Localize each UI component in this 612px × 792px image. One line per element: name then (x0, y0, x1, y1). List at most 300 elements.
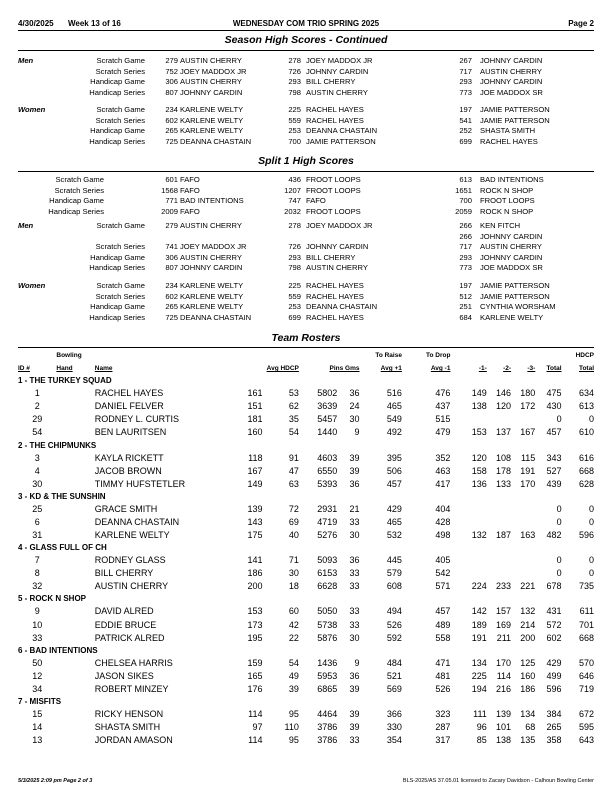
bowler-name: RACHEL HAYES (306, 115, 364, 125)
player-row (18, 478, 594, 491)
score-value: 717 (459, 242, 472, 252)
player-hand (56, 387, 94, 400)
player-average: 149 (247, 478, 263, 489)
player-scratch-total: 678 (546, 581, 562, 592)
score-row (0, 137, 612, 148)
player-handicap: 62 (288, 401, 299, 412)
player-row (18, 619, 594, 632)
player-id: 8 (34, 568, 40, 579)
season-high-title: Season High Scores - Continued (224, 34, 388, 46)
bowler-name: DEANNA CHASTAIN (180, 136, 252, 146)
score-value: 602 (165, 291, 178, 301)
score-row (0, 67, 612, 78)
score-row (0, 242, 612, 253)
player-to-raise: 532 (386, 530, 402, 541)
player-name: JORDAN AMASON (94, 735, 173, 746)
bowler-name: KARLENE WELTY (180, 281, 244, 290)
score-row (0, 263, 612, 274)
bowler-name: KARLENE WELTY (180, 126, 244, 136)
player-handicap: 54 (288, 657, 299, 668)
player-row (18, 387, 594, 400)
bowler-name: RACHEL HAYES (306, 312, 364, 322)
player-scratch-total: 572 (546, 619, 562, 630)
player-id: 50 (32, 657, 43, 668)
bowler-name: RACHEL HAYES (306, 105, 364, 114)
player-hand (56, 516, 94, 529)
category-label: Handicap Series (89, 263, 145, 273)
bowler-name: BILL CHERRY (306, 77, 356, 87)
bowler-name: CYNTHIA WORSHAM (480, 302, 556, 312)
player-row (18, 632, 594, 645)
player-pins: 1436 (317, 657, 338, 668)
score-value: 700 (288, 136, 301, 146)
player-handicap: 30 (288, 568, 299, 579)
player-game-3: 167 (520, 427, 536, 438)
page-number: Page 2 (568, 19, 594, 28)
score-value: 306 (165, 77, 178, 87)
player-game-1: 225 (471, 670, 487, 681)
player-id: 31 (32, 530, 43, 541)
category-label: Scratch Game (55, 175, 104, 184)
player-games: 33 (349, 735, 360, 746)
player-to-drop: 404 (435, 503, 451, 514)
player-id: 10 (32, 619, 43, 630)
player-id: 4 (34, 465, 40, 476)
bowler-name: RACHEL HAYES (306, 281, 364, 290)
player-pins: 4603 (317, 452, 338, 463)
player-name: BILL CHERRY (94, 568, 154, 579)
player-games: 21 (349, 503, 360, 514)
player-game-1 (450, 413, 486, 426)
player-game-1: 149 (471, 388, 487, 399)
bowler-name: JOHNNY CARDIN (180, 263, 243, 273)
score-value: 773 (459, 87, 472, 97)
player-name: GRACE SMITH (94, 503, 158, 514)
player-to-raise: 608 (386, 581, 402, 592)
player-game-2: 133 (496, 478, 512, 489)
player-hand (56, 619, 94, 632)
player-scratch-total: 499 (546, 670, 562, 681)
player-game-1: 111 (473, 708, 487, 719)
player-handicap-total: 616 (578, 452, 594, 463)
player-to-raise: 526 (386, 619, 402, 630)
player-game-3: 68 (525, 722, 536, 733)
bowler-name: KARLENE WELTY (180, 105, 244, 114)
player-pins: 6865 (317, 683, 338, 694)
player-scratch-total: 596 (546, 683, 562, 694)
group-label: Women (18, 105, 46, 114)
team-header (18, 593, 594, 605)
category-label: Scratch Series (54, 185, 104, 195)
player-game-2: 216 (496, 683, 512, 694)
player-to-raise: 457 (386, 478, 402, 489)
player-game-3: 132 (520, 606, 536, 617)
score-value: 266 (459, 221, 472, 230)
bowler-name: AUSTIN CHERRY (480, 242, 542, 252)
player-scratch-total: 0 (556, 568, 562, 579)
col-pins-gms: Pins Gms (329, 365, 360, 373)
score-value: 266 (459, 231, 472, 241)
col-name: Name (94, 365, 113, 373)
player-to-drop: 558 (435, 632, 451, 643)
group-label: Women (18, 281, 46, 290)
player-hand (56, 657, 94, 670)
player-row (18, 683, 594, 696)
player-game-2 (487, 413, 511, 426)
player-name: DANIEL FELVER (94, 401, 164, 412)
player-name: DAVID ALRED (94, 606, 154, 617)
player-hand (56, 580, 94, 593)
score-value: 265 (165, 126, 178, 136)
bowler-name: JOHNNY CARDIN (306, 66, 369, 76)
category-label: Scratch Series (95, 66, 145, 76)
player-game-1: 142 (471, 606, 487, 617)
player-scratch-total: 265 (546, 722, 562, 733)
player-game-2: 178 (496, 465, 512, 476)
bowler-name: FAFO (180, 175, 200, 184)
player-row (18, 554, 594, 567)
bowler-name: JAMIE PATTERSON (480, 115, 550, 125)
player-id: 29 (32, 414, 43, 425)
player-scratch-total: 482 (546, 530, 562, 541)
bowler-name: AUSTIN CHERRY (306, 87, 368, 97)
player-to-raise: 445 (386, 555, 402, 566)
bowler-name: BAD INTENTIONS (180, 196, 244, 206)
roster-header-row-1 (18, 349, 594, 362)
player-name: RODNEY L. CURTIS (94, 414, 179, 425)
player-pins: 1440 (317, 427, 338, 438)
player-game-2: 139 (496, 708, 512, 719)
bowler-name: FAFO (180, 185, 200, 195)
split-high-rule (18, 171, 594, 172)
bowler-name: ROCK N SHOP (480, 206, 534, 216)
player-game-1: 158 (471, 465, 487, 476)
team-header (18, 696, 594, 708)
player-handicap-total: 668 (578, 632, 594, 643)
player-games: 36 (349, 478, 360, 489)
player-to-drop: 489 (435, 619, 451, 630)
player-game-3 (511, 567, 535, 580)
player-row (18, 605, 594, 618)
player-row (18, 400, 594, 413)
col-hand: Hand (56, 365, 73, 373)
player-game-2: 170 (496, 657, 512, 668)
player-pins: 4719 (317, 516, 338, 527)
split-high-title: Split 1 High Scores (258, 155, 354, 167)
player-to-drop: 428 (435, 516, 451, 527)
player-to-drop: 323 (435, 708, 451, 719)
score-value: 741 (165, 242, 178, 252)
player-handicap: 63 (288, 478, 299, 489)
score-value: 684 (459, 312, 472, 322)
score-value: 234 (165, 281, 178, 290)
player-to-raise: 494 (386, 606, 402, 617)
score-group (0, 105, 612, 147)
player-handicap: 71 (288, 555, 299, 566)
player-pins: 3786 (317, 735, 338, 746)
category-label: Handicap Series (89, 87, 145, 97)
player-scratch-total: 0 (556, 503, 562, 514)
player-hand (56, 708, 94, 721)
category-label: Scratch Game (96, 56, 145, 65)
player-handicap-total: 643 (578, 735, 594, 746)
score-group (0, 281, 612, 323)
player-row (18, 721, 594, 734)
bowler-name: JOE MADDOX SR (480, 263, 543, 273)
score-value: 1651 (455, 185, 472, 195)
player-pins: 6550 (317, 465, 338, 476)
score-row (0, 88, 612, 99)
player-handicap: 22 (288, 632, 299, 643)
player-hand (56, 605, 94, 618)
player-hand (56, 554, 94, 567)
bowler-name: DEANNA CHASTAIN (306, 302, 378, 312)
score-value: 601 (165, 175, 178, 184)
player-average: 151 (247, 401, 263, 412)
player-average: 153 (247, 606, 263, 617)
score-value: 267 (459, 56, 472, 65)
score-value: 293 (288, 252, 301, 262)
score-value: 807 (165, 87, 178, 97)
bowler-name: JOEY MADDOX JR (306, 221, 373, 230)
player-handicap-total: 701 (578, 619, 594, 630)
player-game-2: 157 (496, 606, 512, 617)
score-value: 278 (288, 221, 301, 230)
bowler-name: KARLENE WELTY (180, 115, 244, 125)
player-games: 39 (349, 722, 360, 733)
player-hand (56, 683, 94, 696)
player-id: 15 (32, 708, 43, 719)
player-handicap: 39 (288, 683, 299, 694)
player-game-3 (511, 413, 535, 426)
player-games: 9 (354, 657, 360, 668)
player-row (18, 413, 594, 426)
player-handicap-total: 596 (578, 530, 594, 541)
score-value: 436 (288, 175, 301, 184)
player-id: 1 (34, 388, 40, 399)
category-label: Handicap Game (49, 196, 104, 206)
player-handicap-total: 0 (588, 414, 594, 425)
bowler-name: FAFO (306, 196, 326, 206)
player-scratch-total: 384 (546, 708, 562, 719)
score-value: 773 (459, 263, 472, 273)
player-game-2: 101 (496, 722, 512, 733)
player-handicap: 49 (288, 670, 299, 681)
bowler-name: JOHNNY CARDIN (306, 242, 369, 252)
score-row (0, 253, 612, 264)
score-row (0, 207, 612, 218)
score-value: 725 (165, 136, 178, 146)
player-name: TIMMY HUFSTETLER (94, 478, 186, 489)
player-pins: 2931 (317, 503, 338, 514)
player-average: 97 (252, 722, 263, 733)
player-pins: 5393 (317, 478, 338, 489)
player-handicap-total: 611 (579, 606, 594, 617)
bowler-name: FROOT LOOPS (480, 196, 535, 206)
player-average: 141 (247, 555, 263, 566)
player-handicap-total: 646 (578, 670, 594, 681)
score-value: 279 (165, 56, 178, 65)
player-handicap-total: 672 (578, 708, 594, 719)
player-name: BEN LAURITSEN (94, 427, 167, 438)
player-to-raise: 366 (386, 708, 402, 719)
player-handicap: 35 (288, 414, 299, 425)
player-average: 139 (247, 503, 263, 514)
player-to-raise: 549 (386, 414, 402, 425)
bowler-name: ROCK N SHOP (480, 185, 534, 195)
player-average: 167 (247, 465, 263, 476)
category-label: Scratch Game (96, 221, 145, 230)
bowler-name: BAD INTENTIONS (480, 175, 544, 184)
player-to-drop: 405 (435, 555, 451, 566)
player-game-2: 169 (496, 619, 512, 630)
header-rule (18, 30, 594, 31)
score-value: 197 (459, 105, 472, 114)
score-row (0, 292, 612, 303)
team-header (18, 645, 594, 657)
player-id: 12 (32, 670, 43, 681)
player-average: 176 (247, 683, 263, 694)
player-to-drop: 481 (435, 670, 451, 681)
player-average: 195 (247, 632, 263, 643)
player-name: SHASTA SMITH (94, 722, 161, 733)
category-label: Handicap Series (48, 206, 104, 216)
player-handicap: 54 (288, 427, 299, 438)
player-to-drop: 352 (435, 452, 451, 463)
player-games: 30 (349, 632, 360, 643)
player-game-3: 186 (520, 683, 536, 694)
team-name: 3 - KD & THE SUNSHIN (18, 491, 106, 501)
player-scratch-total: 429 (546, 657, 562, 668)
player-to-drop: 526 (435, 683, 451, 694)
bowler-name: RACHEL HAYES (306, 291, 364, 301)
player-handicap-total: 634 (578, 388, 594, 399)
player-scratch-total: 0 (556, 414, 562, 425)
player-game-1 (450, 503, 486, 516)
player-to-raise: 579 (386, 568, 402, 579)
player-scratch-total: 431 (546, 606, 562, 617)
player-name: RACHEL HAYES (94, 388, 164, 399)
bowler-name: FAFO (180, 206, 200, 216)
bowler-name: DEANNA CHASTAIN (306, 126, 378, 136)
player-pins: 5876 (317, 632, 338, 643)
player-handicap-total: 0 (588, 503, 594, 514)
bowler-name: BILL CHERRY (306, 252, 356, 262)
player-average: 175 (247, 530, 263, 541)
report-week: Week 13 of 16 (68, 19, 121, 28)
player-pins: 6153 (317, 568, 338, 579)
player-scratch-total: 457 (546, 427, 562, 438)
player-game-2: 138 (496, 735, 512, 746)
player-row (18, 503, 594, 516)
category-label: Handicap Game (90, 252, 145, 262)
bowler-name: FROOT LOOPS (306, 185, 361, 195)
season-high-rule (18, 50, 594, 51)
score-value: 798 (288, 263, 301, 273)
player-id: 13 (32, 735, 43, 746)
bowler-name: AUSTIN CHERRY (480, 66, 542, 76)
team-name: 5 - ROCK N SHOP (18, 594, 87, 604)
player-scratch-total: 358 (546, 735, 562, 746)
player-games: 39 (349, 683, 360, 694)
player-to-raise: 521 (386, 670, 402, 681)
player-handicap: 95 (288, 735, 299, 746)
player-games: 39 (349, 452, 360, 463)
player-game-1: 191 (471, 632, 487, 643)
player-handicap-total: 0 (588, 555, 594, 566)
score-value: 1568 (161, 185, 178, 195)
player-to-drop: 515 (435, 414, 451, 425)
score-value: 541 (459, 115, 472, 125)
player-row (18, 657, 594, 670)
player-games: 36 (349, 670, 360, 681)
category-label: Scratch Game (96, 281, 145, 290)
score-value: 726 (288, 66, 301, 76)
player-to-drop: 317 (435, 735, 451, 746)
player-scratch-total: 430 (546, 401, 562, 412)
player-to-drop: 479 (435, 427, 451, 438)
player-scratch-total: 0 (556, 555, 562, 566)
player-game-1: 136 (471, 478, 487, 489)
col-to-raise: To Raise (375, 352, 402, 359)
category-label: Scratch Game (96, 105, 145, 114)
player-to-drop: 287 (435, 722, 451, 733)
player-id: 32 (32, 581, 43, 592)
player-scratch-total: 602 (546, 632, 562, 643)
player-pins: 3639 (317, 401, 338, 412)
player-id: 2 (34, 401, 40, 412)
player-game-3: 200 (520, 632, 536, 643)
player-name: KARLENE WELTY (94, 530, 170, 541)
player-row (18, 734, 594, 747)
bowler-name: JOHNNY CARDIN (480, 252, 543, 262)
player-handicap-total: 570 (578, 657, 594, 668)
player-to-raise: 592 (386, 632, 402, 643)
player-handicap: 110 (284, 722, 299, 733)
player-to-drop: 417 (435, 478, 451, 489)
col-game-1: -1- (478, 365, 487, 373)
player-to-drop: 437 (435, 401, 451, 412)
player-row (18, 670, 594, 683)
player-row (18, 516, 594, 529)
player-game-2: 187 (496, 530, 512, 541)
player-pins: 5093 (317, 555, 338, 566)
player-game-1 (450, 567, 486, 580)
player-game-2: 137 (496, 427, 512, 438)
player-to-drop: 476 (435, 388, 451, 399)
player-game-1: 132 (471, 530, 487, 541)
bowler-name: FROOT LOOPS (306, 206, 361, 216)
score-value: 293 (288, 77, 301, 87)
bowler-name: JOEY MADDOX JR (180, 66, 247, 76)
player-pins: 4464 (317, 708, 338, 719)
player-games: 24 (349, 401, 360, 412)
player-scratch-total: 0 (556, 516, 562, 527)
player-to-drop: 471 (435, 657, 451, 668)
player-game-1: 194 (471, 683, 487, 694)
score-row (0, 186, 612, 197)
score-value: 798 (288, 87, 301, 97)
player-name: PATRICK ALRED (94, 632, 165, 643)
bowler-name: KARLENE WELTY (480, 312, 544, 322)
player-id: 3 (34, 452, 40, 463)
score-value: 559 (288, 115, 301, 125)
player-id: 14 (32, 722, 43, 733)
team-name: 1 - THE TURKEY SQUAD (18, 376, 112, 386)
bowler-name: JAMIE PATTERSON (480, 291, 550, 301)
score-value: 1207 (284, 185, 301, 195)
score-value: 602 (165, 115, 178, 125)
